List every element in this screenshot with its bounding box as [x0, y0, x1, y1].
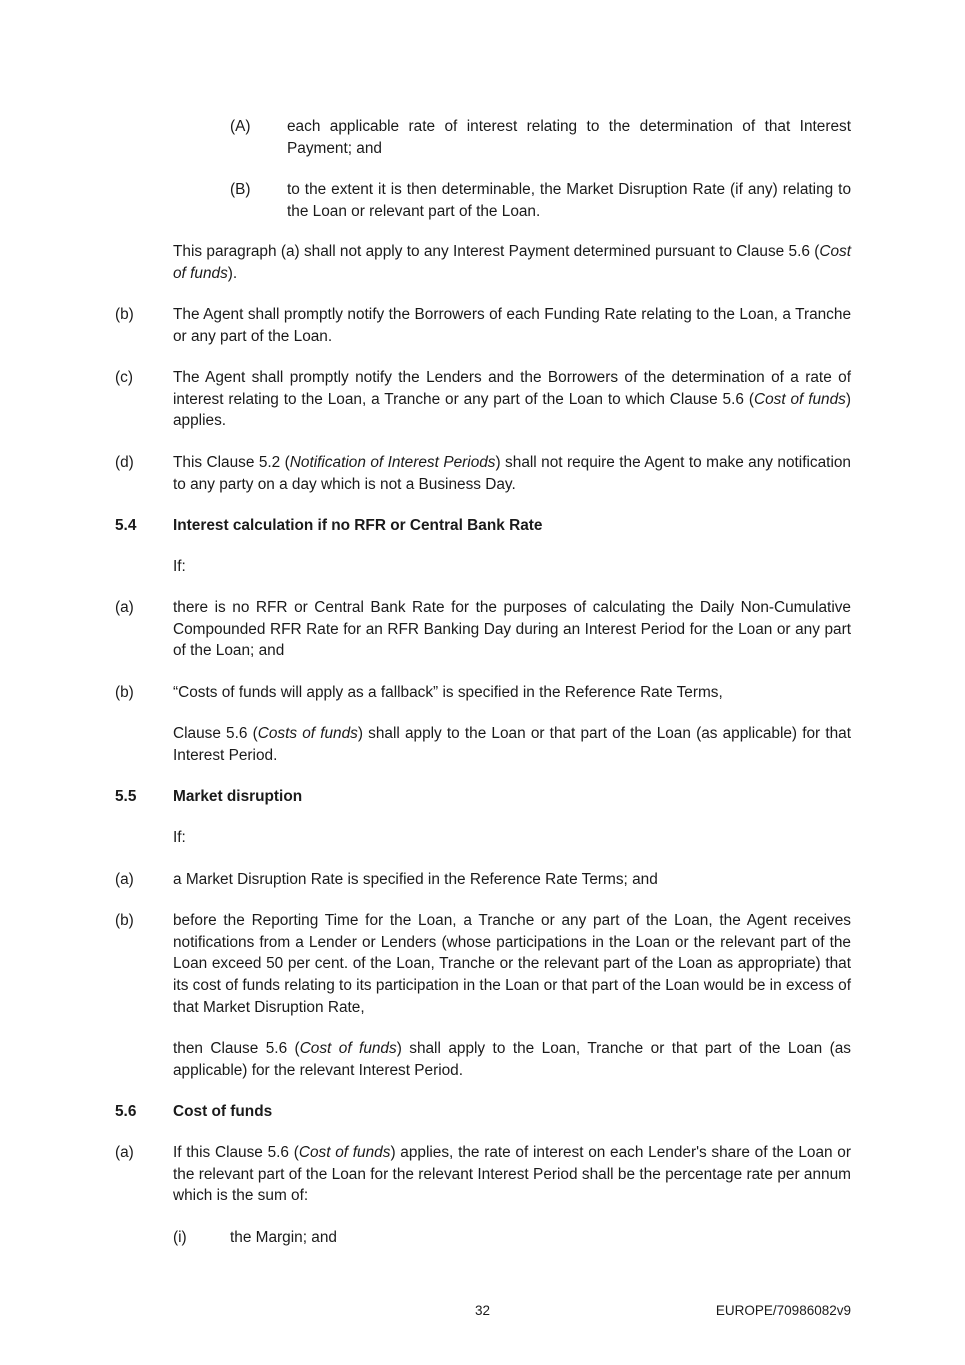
paragraph-label: (i)	[173, 1229, 187, 1246]
paragraph-text: then Clause 5.6 (Cost of funds) shall apply to the Loan, Tranche or that part of the Loan (as applicable) for the relevant Interest Period.	[173, 1040, 851, 1079]
paragraph-label: (b)	[115, 912, 134, 929]
paragraph-label: (b)	[115, 684, 134, 701]
paragraph-text: before the Reporting Time for the Loan, a Tranche or any part of the Loan, the Agent receives notifications from a Lender or Lenders (whose participations in the Loan or the relevant part of the Loan exceed 50 per cent. of the Loan, Tranche or the relevant part of the Loan as appropriate) that its cost of funds relating to its participation in the Loan or that part of the Loan would be in excess of that Market Disruption Rate,	[173, 912, 851, 1016]
paragraph-label: (a)	[115, 599, 134, 616]
paragraph-label: (c)	[115, 369, 133, 386]
paragraph-text: each applicable rate of interest relating to the determination of that Interest Payment; and	[287, 118, 851, 157]
paragraph-text: The Agent shall promptly notify the Borrowers of each Funding Rate relating to the Loan, a Tranche or any part of the Loan.	[173, 306, 851, 345]
paragraph-label: (a)	[115, 1144, 134, 1161]
section-number: 5.6	[115, 1103, 137, 1120]
paragraph-text: a Market Disruption Rate is specified in the Reference Rate Terms; and	[173, 871, 658, 888]
paragraph-text: “Costs of funds will apply as a fallback” is specified in the Reference Rate Terms,	[173, 684, 723, 701]
paragraph-text: The Agent shall promptly notify the Lenders and the Borrowers of the determination of a rate of interest relating to the Loan, a Tranche or any part of the Loan to which Clause 5.6 (Cost of funds) applies.	[173, 369, 852, 430]
document-reference: EUROPE/70986082v9	[715, 1303, 851, 1318]
paragraph-label: (A)	[230, 118, 251, 135]
paragraph-text: the Margin; and	[230, 1229, 337, 1246]
paragraph-text: This paragraph (a) shall not apply to any Interest Payment determined pursuant to Clause 5.6 (Cost of funds).	[173, 243, 851, 282]
paragraph-text: to the extent it is then determinable, the Market Disruption Rate (if any) relating to the Loan or relevant part of the Loan.	[287, 181, 851, 220]
paragraph-text: This Clause 5.2 (Notification of Interest Periods) shall not require the Agent to make any notification to any party on a day which is not a Business Day.	[173, 454, 851, 493]
paragraph-text: there is no RFR or Central Bank Rate for the purposes of calculating the Daily Non-Cumulative Compounded RFR Rate for an RFR Banking Day during an Interest Period for the Loan or any part of the Loan; and	[173, 599, 851, 660]
document-page: (A) each applicable rate of interest relating to the determination of that Interest Payment; and (B) to the extent it is then determinable, the Market Disruption Rate (if any) relating to the Loan or relevant part of the Loan. This paragraph (a) shall not apply to any Interest Payment determined pursuant to Clause 5.6 (Cost of funds). (b) The Agent shall promptly notify the Borrowers of each Funding Rate relating to the Loan, a Tranche or any part of the Loan. (c) The Agent shall promptly notify the Lenders and the Borrowers of the determination of a rate of interest relating to the Loan, a Tranche or any part of the Loan to which Clause 5.6 (Cost of funds) applies. (d) This Clause 5.2 (Notification of Interest Periods) shall not require the Agent to make any notification to any party on a day which is not a Business Day. 5.4 Interest calculation if no RFR or Central Bank Rate If: (a) there is no RFR or Central Bank Rate for the purposes of calculating the Daily Non-Cumulative Compounded RFR Rate for an RFR Banking Day during an Interest Period for the Loan or any part of the Loan; and (b) “Costs of funds will apply as a fallback” is specified in the Reference Rate Terms, Clause 5.6 (Costs of funds) shall apply to the Loan or that part of the Loan (as applicable) for that Interest Period. 5.5 Market disruption If: (a) a Market Disruption Rate is specified in the Reference Rate Terms; and (b) before the Reporting Time for the Loan, a Tranche or any part of the Loan, the Agent receives notifications from a Lender or Lenders (whose participations in the Loan or the relevant part of the Loan exceed 50 per cent. of the Loan, Tranche or the relevant part of the Loan as appropriate) that its cost of funds relating to its participation in the Loan or that part of the Loan would be in excess of that Market Disruption Rate, then Clause 5.6 (Cost of funds) shall apply to the Loan, Tranche or that part of the Loan (as applicable) for the relevant Interest Period. 5.6 Cost of funds (a) If this Clause 5.6 (Cost of funds) applies, the rate of interest on each Lender's share of the Loan or the relevant part of the Loan for the relevant Interest Period shall be the percentage rate per annum which is the sum of: (i) the Margin; and 32 EUROPE/70986082v9	[0, 0, 965, 1365]
page-number: 32	[474, 1303, 491, 1318]
paragraph-label: (a)	[115, 871, 134, 888]
paragraph-label: (b)	[115, 306, 134, 323]
section-title: Market disruption	[173, 788, 303, 805]
section-title: Interest calculation if no RFR or Central Bank Rate	[173, 517, 543, 534]
paragraph-label: (B)	[230, 181, 251, 198]
paragraph-text: Clause 5.6 (Costs of funds) shall apply to the Loan or that part of the Loan (as applicable) for that Interest Period.	[173, 725, 851, 764]
section-number: 5.5	[115, 788, 137, 805]
paragraph-text: If this Clause 5.6 (Cost of funds) applies, the rate of interest on each Lender's share of the Loan or the relevant part of the Loan for the relevant Interest Period shall be the percentage rate per annum which is the sum of:	[173, 1144, 851, 1205]
paragraph-label: (d)	[115, 454, 134, 471]
section-title: Cost of funds	[173, 1103, 273, 1120]
section-number: 5.4	[115, 517, 137, 534]
